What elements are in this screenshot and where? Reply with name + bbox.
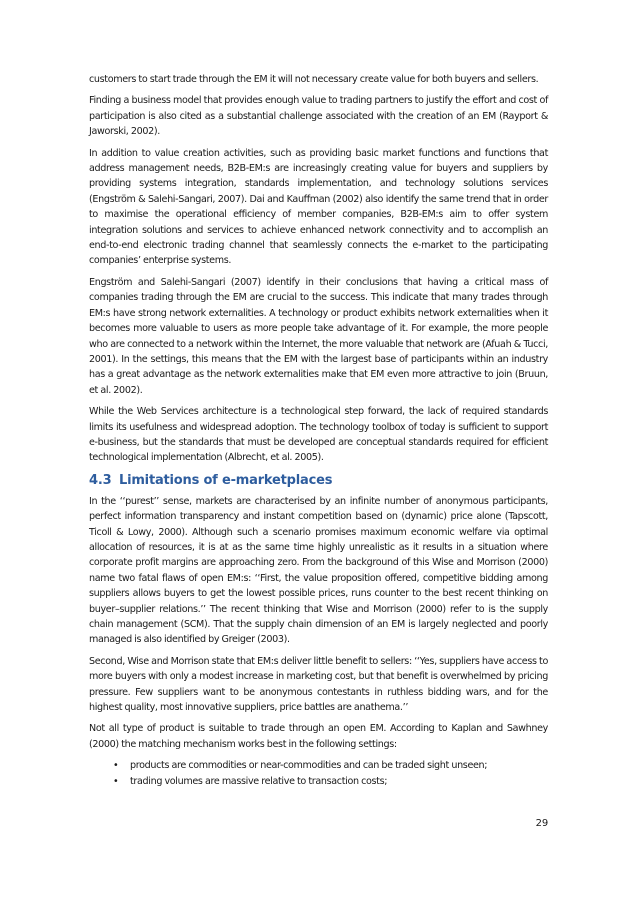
page-number: 29: [535, 818, 548, 829]
bullet-icon: •: [113, 775, 119, 787]
paragraph: In the ‘‘purest’’ sense, markets are characterised by an infinite number of anonymous participants, perfect information transparency and instant competition based on (dynamic) price alone (Tapscott, Ticoll & Lowy, 2000). Although such a scenario promises maximum economic welfare via optimal allocation of resources, it is at as the same time highly unrealistic as it results in a situation where corporate profit margins are approaching zero. From the background of this Wise and Morrison (2000) name two fatal flaws of open EM:s: ‘‘First, the value proposition offered, competitive bidding among suppliers allows buyers to get the lowest possible prices, runs counter to the best recent thinking on buyer–supplier relations.’’ The recent thinking that Wise and Morrison (2000) refer to is the supply chain management (SCM). That the supply chain dimension of an EM is largely neglected and poorly managed is also identified by Greiger (2003).: [89, 495, 548, 646]
paragraph: In addition to value creation activities, such as providing basic market functions and functions that address management needs, B2B-EM:s are increasingly creating value for buyers and suppliers by providing systems integration, standards implementation, and technology solutions services (Engström & Salehi-Sangari, 2007). Dai and Kauffman (2002) also identify the same trend that in order to maximise the operational efficiency of member companies, B2B-EM:s aim to offer system integration solutions and services to achieve enhanced network connectivity and to accomplish an end-to-end electronic trading channel that seamlessly connects the e-market to the participating companies’ enterprise systems.: [89, 147, 548, 267]
list-item: [89, 774, 548, 789]
section-heading: [89, 472, 548, 489]
paragraph: customers to start trade through the EM it will not necessary create value for both buyers and sellers.: [89, 74, 539, 85]
paragraph: Not all type of product is suitable to trade through an open EM. According to Kaplan and Sawhney (2000) the matching mechanism works best in the following settings:: [89, 723, 548, 750]
section-number: 4.3: [89, 472, 112, 488]
section-title: Limitations of e-marketplaces: [119, 472, 333, 488]
paragraph: Engström and Salehi-Sangari (2007) identify in their conclusions that having a critical mass of companies trading through the EM are crucial to the success. This indicate that many trades through EM:s have strong network externalities. A technology or product exhibits network externalities when it becomes more valuable to users as more people take advantage of it. For example, the more people who are connected to a network within the Internet, the more valuable that network are (Afuah & Tucci, 2001). In the settings, this means that the EM with the largest base of participants within an industry has a great advantage as the network externalities make that EM even more attractive to join (Bruun, et al. 2002).: [89, 276, 548, 396]
paragraph: While the Web Services architecture is a technological step forward, the lack of required standards limits its usefulness and widespread adoption. The technology toolbox of today is sufficient to support e-business, but the standards that must be developed are conceptual standards required for efficient technological implementation (Albrecht, et al. 2005).: [89, 406, 548, 464]
bullet-icon: •: [113, 760, 119, 772]
list-item-text: trading volumes are massive relative to transaction costs;: [130, 775, 388, 787]
list-item-text: products are commodities or near-commodities and can be traded sight unseen;: [130, 760, 488, 772]
list-item: [89, 758, 548, 773]
bullet-list: [89, 758, 548, 789]
paragraph: Finding a business model that provides enough value to trading partners to justify the effort and cost of participation is also cited as a substantial challenge associated with the creation of an EM (Rayport & Jaworski, 2002).: [89, 95, 548, 138]
page-body: [89, 72, 548, 789]
paragraph: Second, Wise and Morrison state that EM:s deliver little benefit to sellers: ‘‘Yes, suppliers have access to more buyers with only a modest increase in marketing cost, but that benefit is overwhelmed by pricing pressure. Few suppliers want to be anonymous contestants in ruthless bidding wars, and for the highest quality, most innovative suppliers, price battles are anathema.’’: [89, 655, 548, 714]
